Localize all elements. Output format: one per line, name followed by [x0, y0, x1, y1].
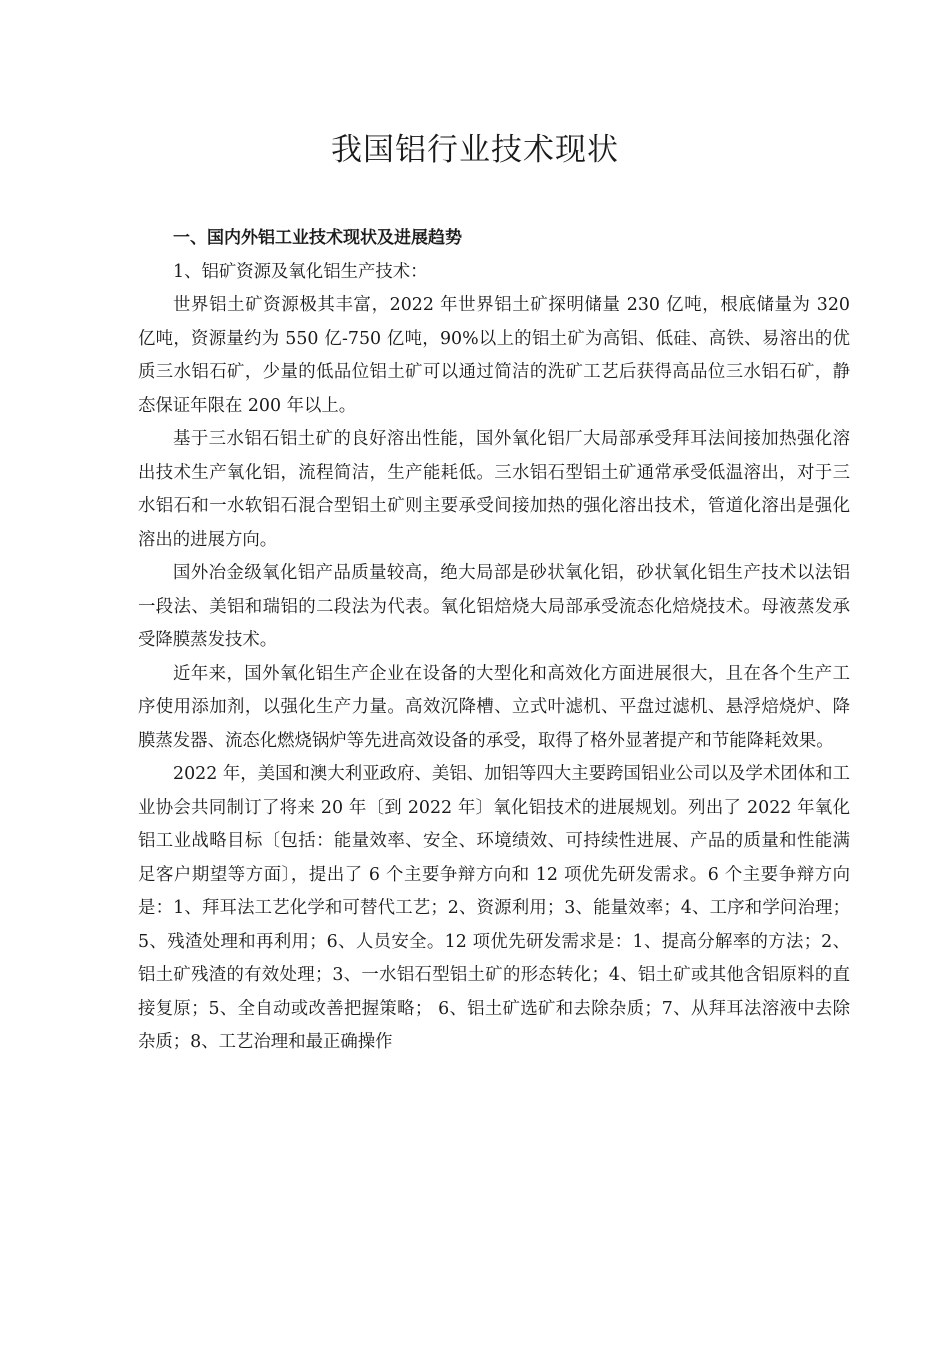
- paragraph-equipment-trends: 近年来，国外氧化铝生产企业在设备的大型化和高效化方面进展很大，且在各个生产工序使用添加剂，以强化生产力量。高效沉降槽、立式叶滤机、平盘过滤机、悬浮焙烧炉、降膜蒸发器、流态化燃烧锅炉等先进高效设备的承受，取得了格外显著提产和节能降耗效果。: [138, 663, 850, 751]
- paragraph-bauxite-resources: 世界铝土矿资源极其丰富，2022 年世界铝土矿探明储量 230 亿吨，根底储量为 320 亿吨，资源量约为 550 亿-750 亿吨，90%以上的铝土矿为高铝、低硅、高铁、易溶出的优质三水铝石矿，少量的低品位铝土矿可以通过简洁的洗矿工艺后获得高品位三水铝石矿，静态保证年限在 200 年以上。: [138, 295, 850, 416]
- paragraph-roadmap: 2022 年，美国和澳大利亚政府、美铝、加铝等四大主要跨国铝业公司以及学术团体和工业协会共同制订了将来 20 年〔到 2022 年〕氧化铝技术的进展规划。列出了 2022 年氧化铝工业战略目标〔包括：能量效率、安全、环境绩效、可持续性进展、产品的质量和性能满足客户期望等方面〕，提出了 6 个主要争辩方向和 12 项优先研发需求。6 个主要争辩方向是：1、拜耳法工艺化学和可替代工艺；2、资源利用；3、能量效率；4、工序和学问治理；5、残渣处理和再利用；6、人员安全。12 项优先研发需求是：1、提高分解率的方法；2、铝土矿残渣的有效处理；3、一水铝石型铝土矿的形态转化；4、铝土矿或其他含铝原料的直接复原；5、全自动或改善把握策略； 6、铝土矿选矿和去除杂质；7、从拜耳法溶液中去除杂质；8、工艺治理和最正确操作: [138, 764, 850, 1052]
- document-body: [138, 222, 850, 1060]
- section-heading: 一、国内外铝工业技术现状及进展趋势: [173, 228, 462, 248]
- paragraph-bayer-process: 基于三水铝石铝土矿的良好溶出性能，国外氧化铝厂大局部承受拜耳法间接加热强化溶出技术生产氧化铝，流程简洁，生产能耗低。三水铝石型铝土矿通常承受低温溶出，对于三水铝石和一水软铝石混合型铝土矿则主要承受间接加热的强化溶出技术，管道化溶出是强化溶出的进展方向。: [138, 429, 850, 550]
- document-title: 我国铝行业技术现状: [331, 132, 619, 168]
- paragraph-alumina-quality: 国外冶金级氧化铝产品质量较高，绝大局部是砂状氧化铝，砂状氧化铝生产技术以法铝一段法、美铝和瑞铝的二段法为代表。氧化铝焙烧大局部承受流态化焙烧技术。母液蒸发承受降膜蒸发技术。: [138, 563, 850, 650]
- sub-heading: 1、铝矿资源及氧化铝生产技术：: [173, 261, 428, 282]
